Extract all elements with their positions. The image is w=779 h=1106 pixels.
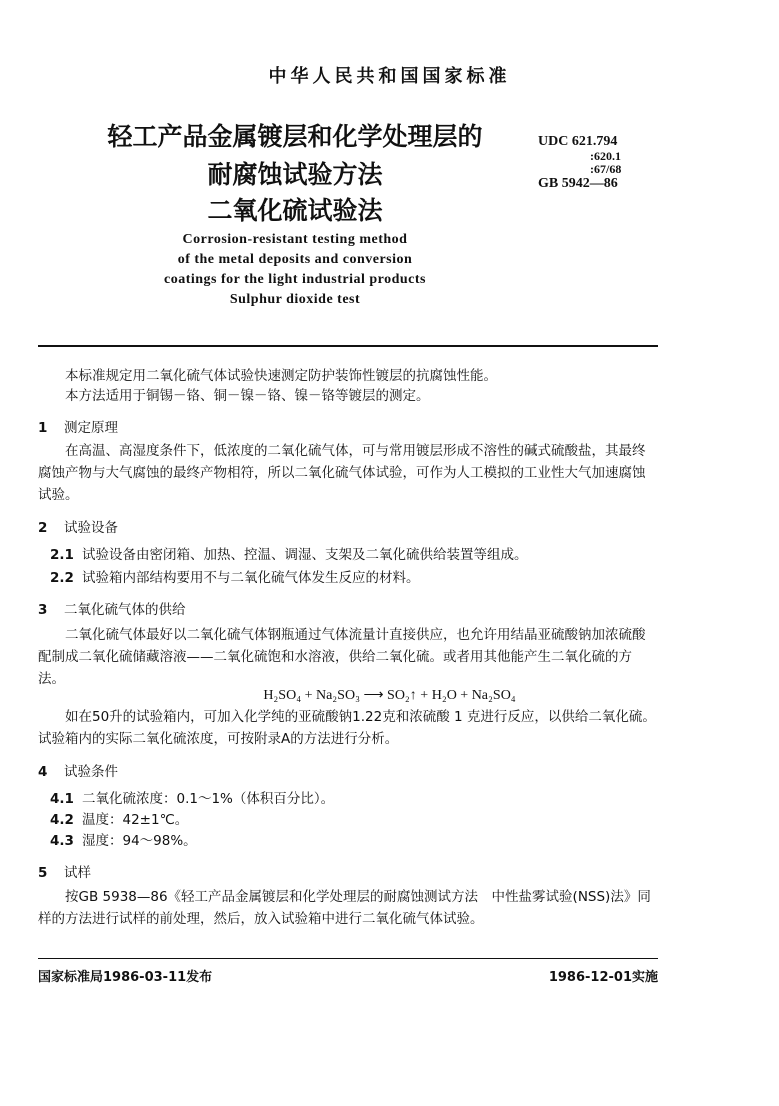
title-zh-line-1: 轻工产品金属镀层和化学处理层的 [107,122,483,151]
item-text: 试验设备由密闭箱、加热、控温、调湿、支架及二氧化硫供给装置等组成。 [82,547,528,563]
title-en-line-2: of the metal deposits and conversion [177,252,413,267]
item-4-3 [50,829,197,849]
item-text: 二氧化硫浓度：0.1～1%（体积百分比）。 [82,791,335,807]
item-text: 湿度：94～98%。 [82,833,197,849]
item-text: 试验箱内部结构要用不与二氧化硫气体发生反应的材料。 [82,570,420,586]
section-number: 5 [38,865,48,881]
udc-code-3: :67/68 [590,162,622,176]
section-5-heading [38,861,91,881]
item-number: 2.1 [50,547,74,563]
udc-code: UDC 621.794 [538,134,618,149]
item-number: 4.3 [50,833,74,849]
item-number: 2.2 [50,570,74,586]
issue-date: 国家标准局1986-03-11发布 [38,970,213,985]
item-4-2 [50,808,188,828]
chemical-equation: H₂SO₄ + Na₂SO₃ ⟶ SO₂↑ + H₂O + Na₂SO₄ [263,688,516,703]
section-1-body: 在高温、高湿度条件下，低浓度的二氧化硫气体，可与常用镀层形成不溶性的碱式硫酸盐，其最终腐蚀产物与大气腐蚀的最终产物相符，所以二氧化硫气体试验，可作为人工模拟的工业性大气加速腐蚀试验。 [38,443,646,503]
item-number: 4.1 [50,791,74,807]
udc-code-2: :620.1 [590,149,621,163]
national-standard-label: 中华人民共和国国家标准 [268,66,511,87]
section-1-heading [38,416,118,436]
item-number: 4.2 [50,812,74,828]
section-3-body-2: 如在50升的试验箱内，可加入化学纯的亚硫酸钠1.22克和浓硫酸 1 克进行反应，以供给二氧化硫。试验箱内的实际二氧化硫浓度，可按附录A的方法进行分析。 [38,709,656,747]
gb-code: GB 5942—86 [538,176,618,191]
title-zh-line-3: 二氧化硫试验法 [207,196,383,225]
section-3-heading [38,598,186,618]
item-text: 温度：42±1℃。 [82,812,189,828]
item-4-1 [50,787,334,807]
section-number: 3 [38,602,48,618]
item-2-2 [50,566,420,586]
section-4-heading [38,760,118,780]
section-2-heading [38,516,118,536]
implementation-date: 1986-12-01实施 [548,970,658,985]
intro-para-2: 本方法适用于铜锡－铬、铜－镍－铬、镍－铬等镀层的测定。 [65,388,430,404]
title-en-line-3: coatings for the light industrial products [163,272,426,287]
section-number: 4 [38,764,48,780]
section-5-body: 按GB 5938—86《轻工产品金属镀层和化学处理层的耐腐蚀测试方法 中性盐雾试验(NSS)法》同样的方法进行试样的前处理，然后，放入试验箱中进行二氧化硫气体试验。 [38,889,651,927]
item-2-1 [50,543,528,563]
section-number: 1 [38,420,48,436]
title-zh-line-2: 耐腐蚀试验方法 [207,160,383,189]
footer-rule [38,958,658,959]
title-en-line-4: Sulphur dioxide test [229,292,361,307]
section-number: 2 [38,520,48,536]
section-title: 试验设备 [64,520,118,536]
section-title: 试验条件 [64,764,118,780]
section-title: 试样 [64,865,91,881]
section-title: 测定原理 [64,420,118,436]
udc-block [538,134,621,192]
header-rule [38,345,658,347]
intro-para-1: 本标准规定用二氧化硫气体试验快速测定防护装饰性镀层的抗腐蚀性能。 [65,368,497,384]
title-en-line-1: Corrosion-resistant testing method [182,232,408,247]
section-title: 二氧化硫气体的供给 [64,602,186,618]
section-3-body-1: 二氧化硫气体最好以二氧化硫气体钢瓶通过气体流量计直接供应，也允许用结晶亚硫酸钠加浓硫酸配制成二氧化硫储藏溶液——二氧化硫饱和水溶液，供给二氧化硫。或者用其他能产生二氧化硫的方法。 [38,627,646,687]
